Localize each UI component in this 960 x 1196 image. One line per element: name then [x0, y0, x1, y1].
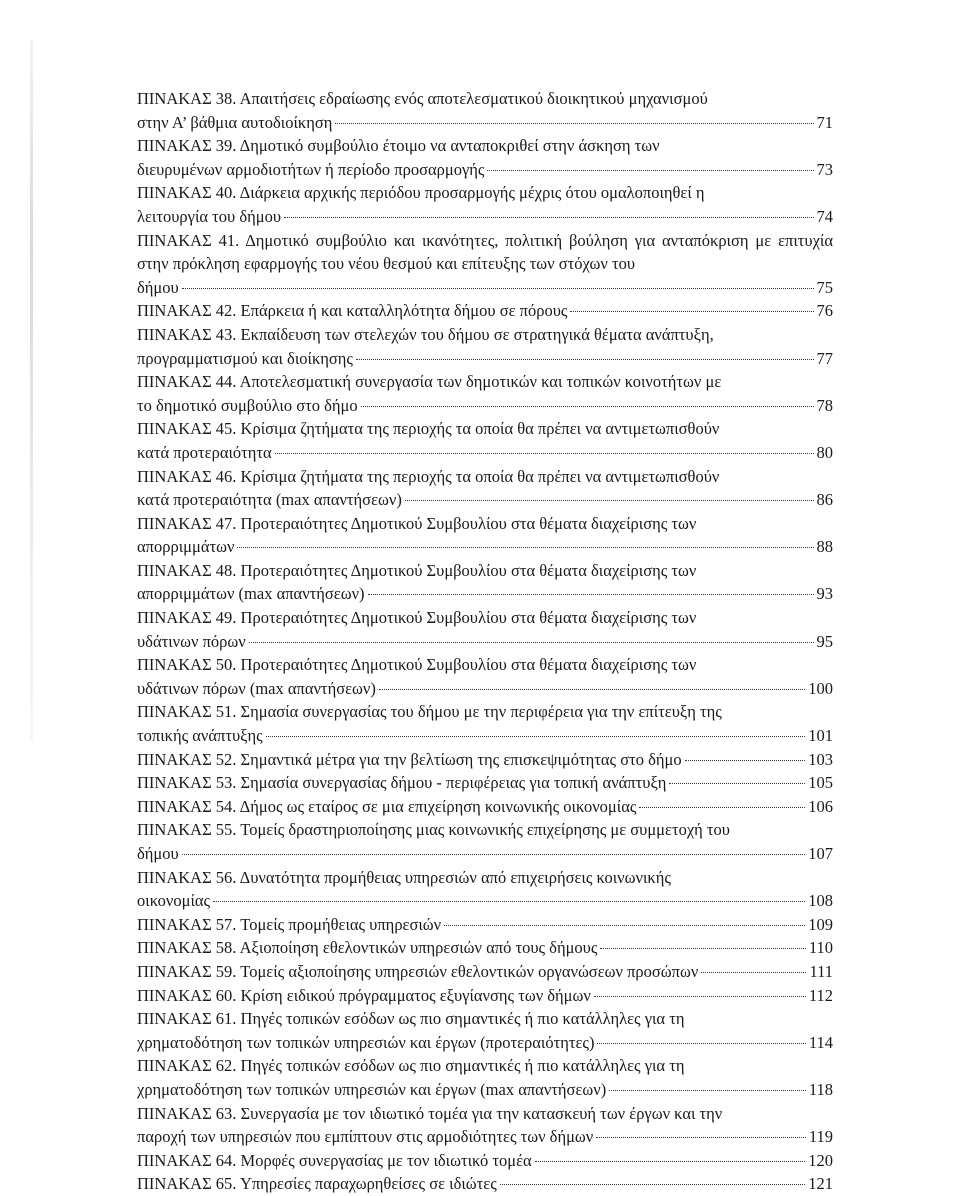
dot-leader [379, 689, 805, 690]
toc-page-number: 71 [816, 112, 833, 132]
toc-entry-line [137, 771, 833, 795]
toc-entry[interactable] [137, 299, 833, 323]
toc-entry-title: ΠΙΝΑΚΑΣ 38. Απαιτήσεις εδραίωσης ενός αποτελεσματικού διοικητικού μηχανισμού [137, 89, 708, 108]
toc-entry-title: ΠΙΝΑΚΑΣ 40. Διάρκεια αρχικής περιόδου προσαρμογής μέχρις ότου ομαλοποιηθεί η [137, 183, 705, 203]
dot-leader [669, 783, 805, 784]
toc-entry-title: ΠΙΝΑΚΑΣ 39. Δημοτικό συμβούλιο έτοιμο να ανταποκριθεί στην άσκηση των [137, 136, 660, 156]
toc-entry-line [137, 347, 833, 371]
toc-entry[interactable] [137, 984, 833, 1008]
toc-entry[interactable] [137, 417, 833, 464]
list-of-tables [137, 87, 833, 1196]
dot-leader [335, 123, 813, 124]
toc-entry-last-line: υδάτινων πόρων (max απαντήσεων) [137, 678, 376, 698]
toc-entry-line [137, 724, 833, 748]
toc-page-number: 74 [816, 206, 833, 226]
toc-entry-line [137, 205, 833, 229]
toc-entry-last-line: υδάτινων πόρων [137, 631, 246, 651]
toc-entry-title: ΠΙΝΑΚΑΣ 51. Σημασία συνεργασίας του δήμου με την περιφέρεια για την επίτευξη της [137, 702, 722, 722]
toc-entry-title: ΠΙΝΑΚΑΣ 41. Δημοτικό συμβούλιο και ικανότητες, πολιτική βούληση για ανταπόκριση με επιτυχία στην πρόκληση εφαρμογής του νέου θεσμού και επίτευξης των στόχων του [137, 230, 833, 274]
dot-leader [487, 170, 813, 171]
toc-entry-line [137, 441, 833, 465]
toc-page-number: 100 [808, 678, 833, 698]
dot-leader [701, 972, 806, 973]
toc-entry-last-line: λειτουργία του δήμου [137, 206, 281, 226]
toc-entry-last-line: προγραμματισμού και διοίκησης [137, 348, 353, 368]
toc-entry-last-line: ΠΙΝΑΚΑΣ 59. Τομείς αξιοποίησης υπηρεσιών εθελοντικών οργανώσεων προσώπων [137, 961, 699, 981]
dot-leader [685, 760, 806, 761]
toc-entry[interactable] [137, 936, 833, 960]
toc-entry-title: ΠΙΝΑΚΑΣ 61. Πηγές τοπικών εσόδων ως πιο σημαντικές ή πιο κατάλληλες για τη [137, 1009, 685, 1029]
toc-entry-line [137, 795, 833, 819]
toc-entry-last-line: χρηματοδότηση των τοπικών υπηρεσιών και έργων (προτεραιότητες) [137, 1032, 595, 1052]
toc-entry[interactable] [137, 1007, 833, 1054]
toc-entry-last-line: απορριμμάτων [137, 537, 235, 557]
toc-page-number: 110 [808, 938, 833, 958]
toc-entry-line [137, 1125, 833, 1149]
toc-entry-line [137, 889, 833, 913]
toc-entry-title: ΠΙΝΑΚΑΣ 63. Συνεργασία με τον ιδιωτικό τομέα για την κατασκευή των έργων και την [137, 1103, 723, 1123]
toc-entry[interactable] [137, 1172, 833, 1196]
toc-entry-last-line: οικονομίας [137, 891, 211, 911]
toc-entry[interactable] [137, 653, 833, 700]
toc-entry-line [137, 1172, 833, 1196]
dot-leader [275, 453, 814, 454]
toc-page-number: 75 [816, 277, 833, 297]
toc-entry-line [137, 158, 833, 182]
toc-entry[interactable] [137, 960, 833, 984]
dot-leader [535, 1161, 806, 1162]
toc-page-number: 80 [816, 442, 833, 462]
toc-entry-line [137, 1031, 833, 1055]
dot-leader [444, 925, 805, 926]
toc-entry-last-line: ΠΙΝΑΚΑΣ 54. Δήμος ως εταίρος σε μια επιχείρηση κοινωνικής οικονομίας [137, 796, 637, 816]
toc-entry-title: ΠΙΝΑΚΑΣ 55. Τομείς δραστηριοποίησης μιας κοινωνικής επιχείρησης με συμμετοχή του [137, 820, 730, 840]
toc-entry-title: ΠΙΝΑΚΑΣ 50. Προτεραιότητες Δημοτικού Συμβουλίου στα θέματα διαχείρισης των [137, 655, 697, 675]
toc-entry-last-line: ΠΙΝΑΚΑΣ 64. Μορφές συνεργασίας με τον ιδιωτικό τομέα [137, 1150, 532, 1170]
toc-page-number: 106 [808, 796, 833, 816]
toc-entry-last-line: τοπικής ανάπτυξης [137, 726, 263, 746]
toc-entry[interactable] [137, 465, 833, 512]
toc-entry-title: ΠΙΝΑΚΑΣ 56. Δυνατότητα προμήθειας υπηρεσιών από επιχειρήσεις κοινωνικής [137, 867, 671, 887]
toc-entry-line [137, 960, 833, 984]
toc-entry[interactable] [137, 181, 833, 228]
toc-page-number: 112 [808, 985, 833, 1005]
toc-page-number: 105 [808, 773, 833, 793]
toc-entry[interactable] [137, 771, 833, 795]
toc-entry-line [137, 913, 833, 937]
toc-page-number: 103 [808, 749, 833, 769]
toc-entry-line [137, 488, 833, 512]
toc-entry-line [137, 984, 833, 1008]
toc-entry-line [137, 535, 833, 559]
toc-entry-title: ΠΙΝΑΚΑΣ 46. Κρίσιμα ζητήματα της περιοχής τα οποία θα πρέπει να αντιμετωπισθούν [137, 466, 720, 486]
toc-entry-line [137, 1149, 833, 1173]
toc-entry-last-line: στην Α’ βάθμια αυτοδιοίκηση [137, 112, 333, 132]
dot-leader [182, 854, 806, 855]
toc-page-number: 101 [808, 726, 833, 746]
toc-entry-last-line: ΠΙΝΑΚΑΣ 42. Επάρκεια ή και καταλληλότητα δήμου σε πόρους [137, 301, 568, 321]
toc-entry-last-line: απορριμμάτων (max απαντήσεων) [137, 584, 365, 604]
toc-entry[interactable] [137, 229, 833, 300]
toc-entry-line [137, 677, 833, 701]
toc-entry-line [137, 748, 833, 772]
toc-page-number: 88 [816, 537, 833, 557]
toc-entry[interactable] [137, 323, 833, 370]
toc-page-number: 78 [816, 395, 833, 415]
toc-page-number: 111 [809, 961, 833, 981]
toc-entry-last-line: το δημοτικό συμβούλιο στο δήμο [137, 395, 358, 415]
dot-leader [600, 948, 805, 949]
dot-leader [405, 500, 814, 501]
dot-leader [182, 288, 814, 289]
toc-page-number: 118 [808, 1079, 833, 1099]
scan-edge-shadow [30, 40, 33, 740]
toc-entry-last-line: δήμου [137, 277, 179, 297]
toc-entry-title: ΠΙΝΑΚΑΣ 49. Προτεραιότητες Δημοτικού Συμβουλίου στα θέματα διαχείρισης των [137, 608, 697, 628]
dot-leader [237, 547, 813, 548]
dot-leader [284, 217, 814, 218]
toc-entry-last-line: διευρυμένων αρμοδιοτήτων ή περίοδο προσαρμογής [137, 159, 485, 179]
toc-entry[interactable] [137, 748, 833, 772]
toc-entry[interactable] [137, 700, 833, 747]
toc-page-number: 73 [816, 159, 833, 179]
dot-leader [594, 996, 806, 997]
toc-entry-last-line: δήμου [137, 844, 179, 863]
toc-entry-title: ΠΙΝΑΚΑΣ 48. Προτεραιότητες Δημοτικού Συμβουλίου στα θέματα διαχείρισης των [137, 560, 697, 580]
dot-leader [500, 1184, 806, 1185]
toc-entry[interactable] [137, 512, 833, 559]
toc-page-number: 76 [816, 301, 833, 321]
dot-leader [609, 1090, 806, 1091]
toc-entry[interactable] [137, 818, 833, 865]
toc-entry[interactable] [137, 1102, 833, 1149]
toc-entry-title: ΠΙΝΑΚΑΣ 47. Προτεραιότητες Δημοτικού Συμβουλίου στα θέματα διαχείρισης των [137, 513, 697, 533]
toc-entry-title: ΠΙΝΑΚΑΣ 62. Πηγές τοπικών εσόδων ως πιο σημαντικές ή πιο κατάλληλες για τη [137, 1056, 685, 1076]
toc-entry[interactable] [137, 370, 833, 417]
toc-page-number: 95 [816, 631, 833, 651]
toc-page-number: 119 [808, 1127, 833, 1147]
toc-page-number: 107 [808, 844, 833, 863]
toc-entry-last-line: παροχή των υπηρεσιών που εμπίπτουν στις αρμοδιότητες των δήμων [137, 1127, 594, 1147]
toc-entry[interactable] [137, 559, 833, 606]
toc-entry-last-line: ΠΙΝΑΚΑΣ 60. Κρίση ειδικού πρόγραμματος εξυγίανσης των δήμων [137, 985, 591, 1005]
toc-entry-line [137, 1078, 833, 1102]
toc-entry-title: ΠΙΝΑΚΑΣ 44. Αποτελεσματική συνεργασία των δημοτικών και τοπικών κοινοτήτων με [137, 372, 722, 392]
toc-entry-last-line: ΠΙΝΑΚΑΣ 53. Σημασία συνεργασίας δήμου - περιφέρειας για τοπική ανάπτυξη [137, 773, 667, 793]
toc-page-number: 120 [808, 1150, 833, 1170]
toc-page-number: 108 [808, 891, 833, 911]
toc-entry-title: ΠΙΝΑΚΑΣ 43. Εκπαίδευση των στελεχών του δήμου σε στρατηγικά θέματα ανάπτυξη, [137, 324, 714, 344]
toc-entry-last-line: ΠΙΝΑΚΑΣ 58. Αξιοποίηση εθελοντικών υπηρεσιών από τους δήμους [137, 938, 598, 958]
toc-page-number: 109 [808, 914, 833, 934]
toc-entry-line [137, 299, 833, 323]
toc-entry-line [137, 582, 833, 606]
toc-entry-last-line: χρηματοδότηση των τοπικών υπηρεσιών και έργων (max απαντήσεων) [137, 1079, 607, 1099]
dot-leader [249, 642, 814, 643]
toc-entry[interactable] [137, 87, 833, 134]
toc-entry-line [137, 111, 833, 135]
toc-entry-last-line: κατά προτεραιότητα [137, 442, 272, 462]
toc-page-number: 121 [808, 1174, 833, 1194]
toc-entry-line [137, 276, 833, 300]
toc-entry-last-line: ΠΙΝΑΚΑΣ 52. Σημαντικά μέτρα για την βελτίωση της επισκεψιμότητας στο δήμο [137, 749, 682, 769]
toc-entry[interactable] [137, 795, 833, 819]
toc-entry-line [137, 936, 833, 960]
toc-page-number: 93 [816, 584, 833, 604]
toc-entry-last-line: ΠΙΝΑΚΑΣ 65. Υπηρεσίες παραχωρηθείσες σε ιδιώτες [137, 1174, 497, 1194]
toc-entry-line [137, 842, 833, 866]
toc-entry[interactable] [137, 1149, 833, 1173]
toc-entry-line [137, 394, 833, 418]
toc-entry[interactable] [137, 134, 833, 181]
dot-leader [639, 807, 805, 808]
toc-page-number: 86 [816, 490, 833, 510]
toc-page-number: 114 [808, 1032, 833, 1052]
dot-leader [356, 359, 814, 360]
toc-page-number: 77 [816, 348, 833, 368]
toc-entry[interactable] [137, 866, 833, 913]
dot-leader [597, 1043, 805, 1044]
toc-entry[interactable] [137, 913, 833, 937]
toc-entry-line [137, 630, 833, 654]
toc-entry-last-line: κατά προτεραιότητα (max απαντήσεων) [137, 490, 402, 510]
dot-leader [213, 901, 805, 902]
toc-entry[interactable] [137, 606, 833, 653]
toc-entry-title: ΠΙΝΑΚΑΣ 45. Κρίσιμα ζητήματα της περιοχής τα οποία θα πρέπει να αντιμετωπισθούν [137, 419, 720, 439]
dot-leader [596, 1137, 806, 1138]
dot-leader [266, 736, 806, 737]
toc-entry[interactable] [137, 1054, 833, 1101]
dot-leader [368, 594, 814, 595]
toc-entry-last-line: ΠΙΝΑΚΑΣ 57. Τομείς προμήθειας υπηρεσιών [137, 914, 442, 934]
dot-leader [361, 406, 814, 407]
dot-leader [570, 311, 813, 312]
